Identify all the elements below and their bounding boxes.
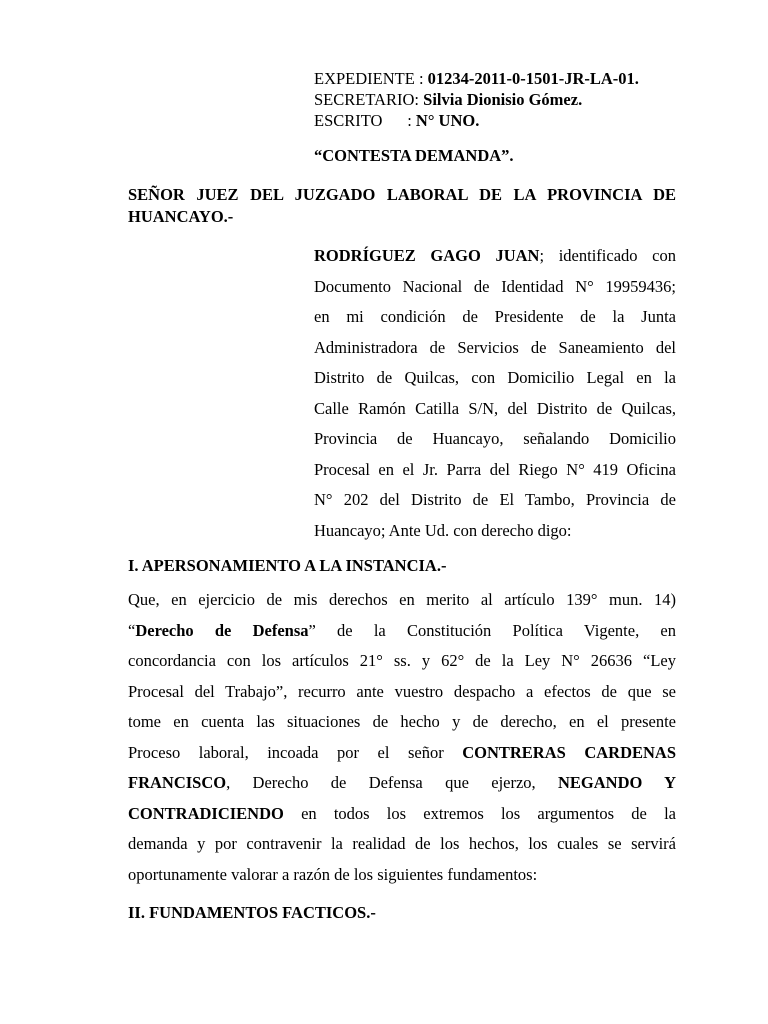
escrito-label: ESCRITO : — [314, 111, 416, 130]
section-heading-apersonamiento: I. APERSONAMIENTO A LA INSTANCIA.- — [128, 556, 447, 575]
body-line: demanda y por contravenir la realidad de los hechos, los cuales se servirá — [128, 834, 676, 853]
party-identification — [314, 241, 676, 546]
addressee-line-1: SEÑOR JUEZ DEL JUZGADO LABORAL DE LA PROVINCIA DE — [128, 185, 676, 204]
secretario-name: Silvia Dionisio Gómez. — [423, 90, 583, 109]
body-line: Que, en ejercicio de mis derechos en merito al artículo 139° mun. 14) — [128, 590, 676, 609]
expediente-label: EXPEDIENTE : — [314, 69, 428, 88]
body-line: FRANCISCO, Derecho de Defensa que ejerzo, NEGANDO Y — [128, 773, 676, 792]
case-header — [314, 68, 639, 131]
body-line: Procesal del Trabajo”, recurro ante vuestro despacho a efectos de que se — [128, 681, 676, 701]
body-line: tome en cuenta las situaciones de hecho y de derecho, en el presente — [128, 712, 676, 731]
party-line: Administradora de Servicios de Saneamiento del — [314, 337, 676, 357]
body-line: “Derecho de Defensa” de la Constitución Política Vigente, en — [128, 620, 676, 640]
body-line: oportunamente valorar a razón de los siguientes fundamentos: — [128, 864, 538, 884]
secretario-label: SECRETARIO: — [314, 90, 424, 109]
addressee-line-2: HUANCAYO.- — [128, 207, 234, 226]
party-line: RODRÍGUEZ GAGO JUAN; identificado con — [314, 246, 676, 265]
party-line: Distrito de Quilcas, con Domicilio Legal en la — [314, 368, 676, 387]
secretario-line — [314, 89, 639, 110]
escrito-number: N° UNO. — [415, 111, 480, 130]
party-line: N° 202 del Distrito de El Tambo, Provincia de — [314, 490, 676, 509]
section-body-apersonamiento — [128, 585, 676, 890]
expediente-number: 01234-2011-0-1501-JR-LA-01. — [427, 69, 639, 88]
document-title: “CONTESTA DEMANDA”. — [314, 146, 514, 165]
party-name: RODRÍGUEZ GAGO JUAN — [314, 246, 540, 265]
expediente-line — [314, 68, 639, 89]
body-line: Proceso laboral, incoada por el señor CONTRERAS CARDENAS — [128, 742, 676, 762]
escrito-line — [314, 110, 639, 131]
party-line: Procesal en el Jr. Parra del Riego N° 419 Oficina — [314, 459, 676, 479]
party-line: Provincia de Huancayo, señalando Domicilio — [314, 429, 676, 448]
party-line: Documento Nacional de Identidad N° 19959436; — [314, 276, 676, 296]
addressee — [128, 184, 676, 228]
body-line: concordancia con los artículos 21° ss. y 62° de la Ley N° 26636 “Ley — [128, 651, 676, 670]
party-line: Calle Ramón Catilla S/N, del Distrito de Quilcas, — [314, 398, 676, 418]
party-line: en mi condición de Presidente de la Junta — [314, 307, 676, 326]
party-line: Huancayo; Ante Ud. con derecho digo: — [314, 520, 572, 540]
section-heading-fundamentos: II. FUNDAMENTOS FACTICOS.- — [128, 903, 376, 922]
body-line: CONTRADICIENDO en todos los extremos los argumentos de la — [128, 803, 676, 823]
